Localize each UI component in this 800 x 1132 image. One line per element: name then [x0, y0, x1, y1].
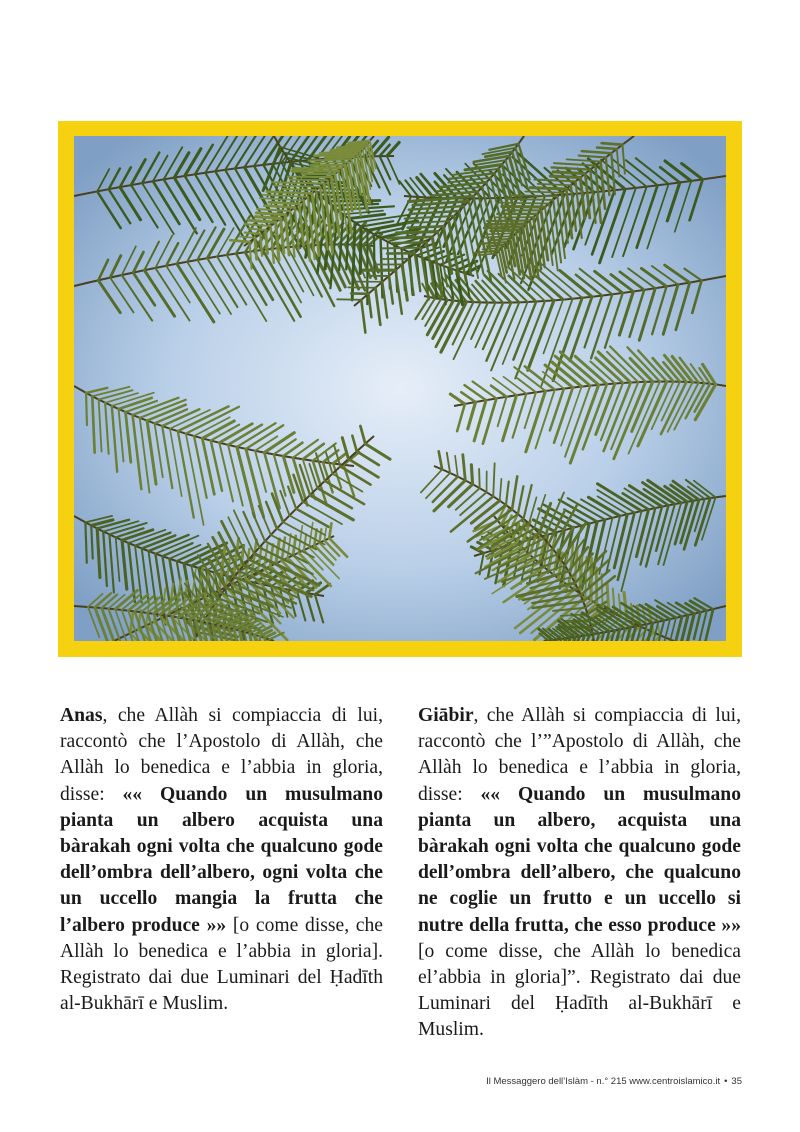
hadith-intro: , che Allàh si compiaccia di lui, raccontò che l’Apostolo di Allàh, che Allàh lo benedica e l’abbia in gloria, disse: [60, 705, 383, 805]
narrator-name: Anas [60, 705, 103, 726]
hadith-outro: [o come disse, che Allàh lo benedica e l’abbia in gloria]. Registrato dai due Luminari del Ḥadīth al-Bukhārī e Muslim. [60, 914, 384, 1015]
page-number: 35 [731, 1076, 742, 1087]
left-column-text [60, 703, 383, 1017]
palm-fronds-icon [74, 136, 726, 641]
publication-name: Il Messaggero dell’Islàm - n.° 215 [486, 1076, 627, 1087]
photo-frame [58, 121, 742, 657]
right-column-text [418, 703, 741, 1044]
hadith-outro: [o come disse, che Allàh lo benedica el’abbia in gloria]”. Registrato dai due Luminari del Ḥadīth al-Bukhārī e Muslim. [418, 940, 741, 1041]
hadith-intro: , che Allàh si compiaccia di lui, raccontò che l’”Apostolo di Allàh, che Allàh lo benedica e l’abbia in gloria, disse: [418, 705, 741, 805]
palm-fronds-photo [74, 136, 726, 641]
hadith-quote: «« Quando un musulmano pianta un albero acquista una bàrakah ogni volta che qualcuno gode dell’ombra dell’albero, ogni volta che un uccello mangia la frutta che l’albero produce »» [60, 783, 384, 936]
separator: • [724, 1076, 728, 1087]
page-footer [474, 1076, 742, 1087]
website-link[interactable]: www.centroislamico.it [629, 1076, 721, 1087]
hadith-quote: «« Quando un musulmano pianta un albero, acquista una bàrakah ogni volta che qualcuno gode dell’ombra dell’albero, che qualcuno ne coglie un frutto e un uccello si nutre della frutta, che esso produce »» [418, 783, 742, 936]
narrator-name: Giābir [418, 705, 474, 726]
